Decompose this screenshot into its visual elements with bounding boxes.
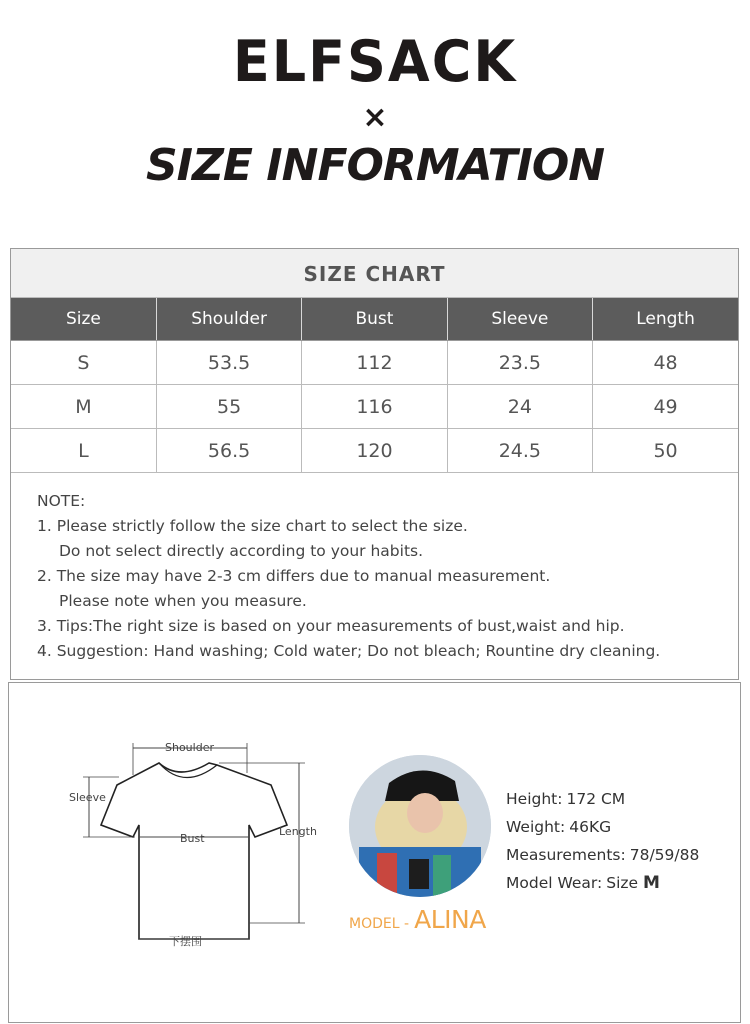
page-title: SIZE INFORMATION <box>145 140 605 191</box>
table-cell: S <box>11 341 156 385</box>
model-wear-label: Model Wear: <box>506 874 603 892</box>
table-cell: 120 <box>302 429 447 473</box>
notes-heading: NOTE: <box>37 492 86 510</box>
size-chart-title: SIZE CHART <box>11 249 738 298</box>
measurements-value: 78/59/88 <box>629 846 700 864</box>
table-row <box>11 385 738 429</box>
model-wear-prefix: Size <box>606 874 639 892</box>
table-cell: 116 <box>302 385 447 429</box>
note-line: 4. Suggestion: Hand washing; Cold water; Do not bleach; Rountine dry cleaning. <box>37 642 661 660</box>
note-line: 3. Tips:The right size is based on your measurements of bust,waist and hip. <box>37 617 625 635</box>
size-notes <box>11 473 738 664</box>
column-header: Shoulder <box>156 298 301 341</box>
table-cell: 53.5 <box>156 341 301 385</box>
table-row <box>11 429 738 473</box>
table-cell: 112 <box>302 341 447 385</box>
table-cell: 24.5 <box>447 429 592 473</box>
model-name: ALINA <box>414 905 486 934</box>
measurements-label: Measurements: <box>506 846 626 864</box>
table-cell: 48 <box>593 341 738 385</box>
column-header: Sleeve <box>447 298 592 341</box>
model-portrait-icon <box>349 755 491 897</box>
height-value: 172 CM <box>566 790 626 808</box>
weight-row <box>506 813 699 841</box>
column-header: Length <box>593 298 738 341</box>
weight-label: Weight: <box>506 818 566 836</box>
table-cell: M <box>11 385 156 429</box>
model-name-label <box>349 905 486 934</box>
model-prefix: MODEL - <box>349 916 410 932</box>
table-cell: 49 <box>593 385 738 429</box>
measurement-section <box>8 682 741 1023</box>
model-wear-row <box>506 869 699 897</box>
table-cell: 55 <box>156 385 301 429</box>
model-photo <box>349 755 491 897</box>
shoulder-label: Shoulder <box>165 741 214 754</box>
column-header: Bust <box>302 298 447 341</box>
measurements-row <box>506 841 699 869</box>
size-table <box>11 298 738 473</box>
table-cell: 24 <box>447 385 592 429</box>
height-label: Height: <box>506 790 563 808</box>
note-line: 2. The size may have 2-3 cm differs due to manual measurement. <box>37 567 551 585</box>
table-cell: 23.5 <box>447 341 592 385</box>
table-cell: L <box>11 429 156 473</box>
note-line: 1. Please strictly follow the size chart to select the size. <box>37 517 468 535</box>
tshirt-diagram <box>59 733 339 953</box>
collab-cross: × <box>362 100 388 135</box>
model-wear-size: M <box>643 873 660 893</box>
note-line: Do not select directly according to your habits. <box>59 542 424 560</box>
height-row <box>506 785 699 813</box>
bust-label: Bust <box>180 832 205 845</box>
length-label: Length <box>279 825 317 838</box>
model-specs <box>506 785 699 897</box>
weight-value: 46KG <box>569 818 612 836</box>
table-row <box>11 341 738 385</box>
table-cell: 56.5 <box>156 429 301 473</box>
size-chart-section <box>10 248 739 680</box>
tshirt-outline-icon <box>101 763 287 939</box>
brand-logo: ELFSACK <box>232 28 518 95</box>
table-cell: 50 <box>593 429 738 473</box>
note-line: Please note when you measure. <box>59 592 307 610</box>
table-header-row <box>11 298 738 341</box>
hem-label: 下摆围 <box>169 935 202 948</box>
collar-icon <box>159 763 217 778</box>
column-header: Size <box>11 298 156 341</box>
sleeve-label: Sleeve <box>69 791 106 804</box>
